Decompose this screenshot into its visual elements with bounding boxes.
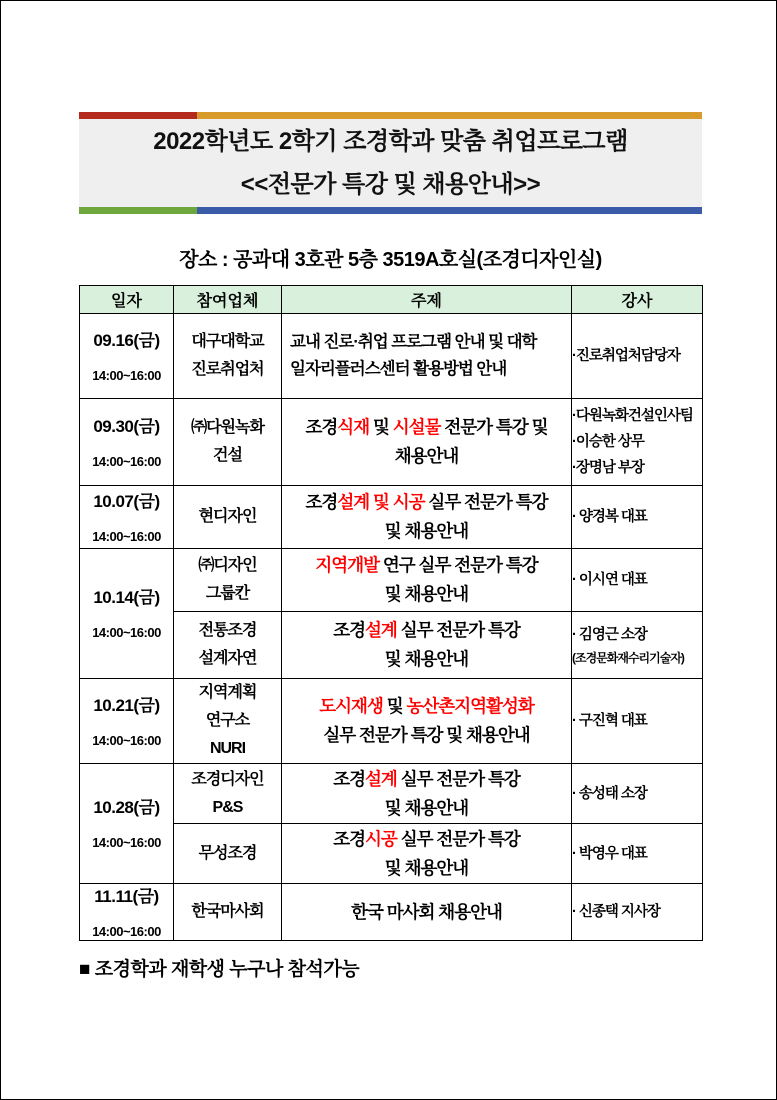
topic-text: 및 채용안내: [384, 797, 469, 818]
date-text: 10.14(금): [93, 588, 160, 607]
company-line: 현디자인: [198, 508, 257, 525]
table-row: [80, 884, 703, 941]
company-cell: [174, 884, 282, 941]
date-cell: [80, 314, 174, 399]
speaker-line: · 구진혁 대표: [572, 713, 647, 729]
banner-bottom-bar-green-segment: [79, 207, 197, 214]
topic-highlight: 식재: [337, 417, 370, 437]
date-text: 09.16(금): [93, 330, 160, 350]
topic-line: [282, 580, 571, 609]
speaker-cell: [572, 549, 703, 612]
topic-text: 일자리플러스센터 활용방법 안내: [290, 360, 507, 378]
time-text: 14:00~16:00: [92, 453, 161, 469]
topic-cell: [282, 314, 572, 399]
topic-text: 교내 진로·취업 프로그램 안내 및 대학: [290, 333, 537, 351]
banner-top-bar-gold-segment: [197, 112, 702, 119]
topic-highlight: 농산촌지역활성화: [406, 696, 534, 716]
topic-line: [282, 551, 571, 580]
topic-cell: [282, 549, 572, 612]
time-text: 14:00~16:00: [92, 923, 161, 939]
footer-note: ■ 조경학과 재학생 누구나 참석가능: [79, 959, 360, 980]
date-cell: [80, 764, 174, 884]
topic-text: 실무 전문가 특강 및 채용안내: [323, 725, 530, 745]
banner-top-bar: [79, 112, 702, 119]
topic-cell: [282, 399, 572, 486]
speaker-line: · 송성태 소장: [572, 785, 647, 802]
speaker-cell: [572, 399, 703, 486]
company-line: 대구대학교: [191, 333, 264, 350]
topic-line: [282, 692, 571, 721]
company-cell: [174, 486, 282, 549]
topic-text: 및 채용안내: [384, 649, 469, 669]
topic-text: 및 채용안내: [384, 584, 469, 604]
topic-cell: [282, 486, 572, 549]
speaker-line: ·진로취업처담당자: [572, 348, 680, 364]
topic-text: 및: [382, 696, 407, 716]
time-text: 14:00~16:00: [92, 367, 161, 383]
topic-cell: [282, 679, 572, 764]
topic-highlight: 설계 및 시공: [337, 492, 425, 512]
table-row: [80, 824, 703, 884]
schedule-table-body: [80, 314, 703, 941]
date-cell: [80, 486, 174, 549]
time-text: 14:00~16:00: [92, 835, 161, 850]
topic-highlight: 설계: [365, 768, 397, 789]
speaker-line: · 신종택 지사장: [572, 904, 660, 920]
table-row: [80, 679, 703, 764]
company-line: 연구소: [205, 712, 250, 729]
time-text: 14:00~16:00: [92, 528, 161, 544]
date-text: 10.07(금): [93, 491, 160, 511]
company-cell: [174, 764, 282, 824]
speaker-cell: [572, 679, 703, 764]
topic-highlight: 시설물: [392, 417, 441, 437]
topic-line: [282, 898, 571, 927]
topic-line: [282, 616, 571, 645]
company-cell: [174, 549, 282, 612]
speaker-cell: [572, 612, 703, 679]
date-text: 10.21(금): [93, 695, 160, 715]
speaker-line: · 김영근 소장: [572, 627, 647, 643]
speaker-cell: [572, 486, 703, 549]
company-line: 진로취업처: [191, 361, 264, 378]
company-line: 무성조경: [198, 844, 257, 862]
speaker-cell: [572, 314, 703, 399]
topic-line: [282, 854, 571, 883]
company-line: 한국마사회: [191, 903, 264, 920]
topic-text: 한국 마사회 채용안내: [351, 901, 502, 922]
topic-highlight: 설계: [365, 620, 397, 640]
table-row: [80, 764, 703, 824]
topic-line: [290, 356, 571, 383]
column-header-date: 일자: [80, 286, 174, 314]
topic-line: [282, 794, 571, 823]
topic-text: 실무 전문가 특강: [396, 828, 520, 849]
date-cell: [80, 884, 174, 941]
company-line: 지역계획: [198, 684, 257, 701]
date-text: 10.28(금): [93, 798, 160, 817]
topic-line: [290, 329, 571, 356]
speaker-line: · 양경복 대표: [572, 509, 647, 525]
topic-highlight: 지역개발: [315, 555, 380, 575]
column-header-company: 참여업체: [174, 286, 282, 314]
topic-line: [282, 517, 571, 546]
topic-line: [282, 442, 571, 471]
date-cell: [80, 679, 174, 764]
topic-line: [282, 488, 571, 517]
company-cell: [174, 824, 282, 884]
table-row: [80, 612, 703, 679]
company-cell: [174, 679, 282, 764]
company-line: 그룹칸: [205, 585, 250, 602]
topic-text: 전문가 특강 및: [440, 417, 548, 437]
banner-top-bar-red-segment: [79, 112, 197, 119]
topic-text: 조경: [333, 768, 366, 789]
topic-line: [282, 721, 571, 750]
company-line: 건설: [213, 447, 242, 464]
company-line: ㈜다원녹화: [191, 419, 264, 436]
topic-text: 실무 전문가 특강: [396, 768, 520, 789]
title-banner: [79, 112, 702, 214]
speaker-cell: [572, 824, 703, 884]
topic-cell: [282, 884, 572, 941]
company-cell: [174, 399, 282, 486]
speaker-line: · 박영우 대표: [572, 845, 647, 862]
speaker-line: (조경문화재수리기술자): [572, 651, 684, 665]
topic-line: [282, 765, 571, 794]
topic-cell: [282, 824, 572, 884]
table-row: [80, 314, 703, 399]
speaker-line: · 이시연 대표: [572, 572, 647, 588]
topic-cell: [282, 612, 572, 679]
company-line: 전통조경: [198, 622, 257, 639]
company-line: 설계자연: [198, 650, 257, 667]
topic-text: 조경: [333, 620, 366, 640]
topic-text: 채용안내: [394, 446, 459, 466]
topic-line: [282, 645, 571, 674]
topic-text: 실무 전문가 특강: [396, 620, 520, 640]
company-cell: [174, 314, 282, 399]
time-text: 14:00~16:00: [92, 732, 161, 748]
table-row: [80, 549, 703, 612]
speaker-cell: [572, 764, 703, 824]
topic-line: [282, 825, 571, 854]
speaker-cell: [572, 884, 703, 941]
page-title-line2: <<전문가 특강 및 채용안내>>: [240, 171, 541, 198]
topic-text: 조경: [305, 417, 338, 437]
topic-text: 및 채용안내: [384, 857, 469, 878]
topic-highlight: 시공: [365, 828, 397, 849]
topic-text: 및: [369, 417, 393, 437]
company-line: 조경디자인: [191, 770, 264, 788]
date-cell: [80, 549, 174, 679]
topic-cell: [282, 764, 572, 824]
speaker-line: ·이승한 상무: [572, 434, 644, 450]
company-line: P&S: [212, 798, 243, 816]
topic-text: 조경: [333, 828, 366, 849]
company-cell: [174, 612, 282, 679]
banner-bottom-bar-blue-segment: [197, 207, 702, 214]
column-header-speaker: 강사: [572, 286, 703, 314]
location-line: 장소 : 공과대 3호관 5층 3519A호실(조경디자인실): [179, 249, 602, 271]
table-row: [80, 486, 703, 549]
table-row: [80, 399, 703, 486]
speaker-line: ·장명남 부장: [572, 460, 644, 476]
page-title-line1: 2022학년도 2학기 조경학과 맞춤 취업프로그램: [153, 128, 628, 155]
table-header-row: [80, 286, 703, 314]
topic-text: 연구 실무 전문가 특강: [379, 555, 538, 575]
topic-text: 및 채용안내: [384, 521, 469, 541]
date-text: 11.11(금): [94, 886, 159, 906]
company-line: NURI: [209, 740, 246, 757]
date-cell: [80, 399, 174, 486]
speaker-line: ·다원녹화건설인사팀: [572, 408, 693, 424]
banner-body: [79, 119, 702, 207]
time-text: 14:00~16:00: [92, 625, 161, 640]
topic-text: 조경: [305, 492, 338, 512]
schedule-table: [79, 285, 703, 941]
date-text: 09.30(금): [93, 416, 160, 436]
company-line: ㈜디자인: [198, 557, 257, 574]
topic-text: 실무 전문가 특강: [424, 492, 548, 512]
banner-bottom-bar: [79, 207, 702, 214]
topic-line: [282, 413, 571, 442]
column-header-topic: 주제: [282, 286, 572, 314]
topic-highlight: 도시재생: [319, 696, 383, 716]
